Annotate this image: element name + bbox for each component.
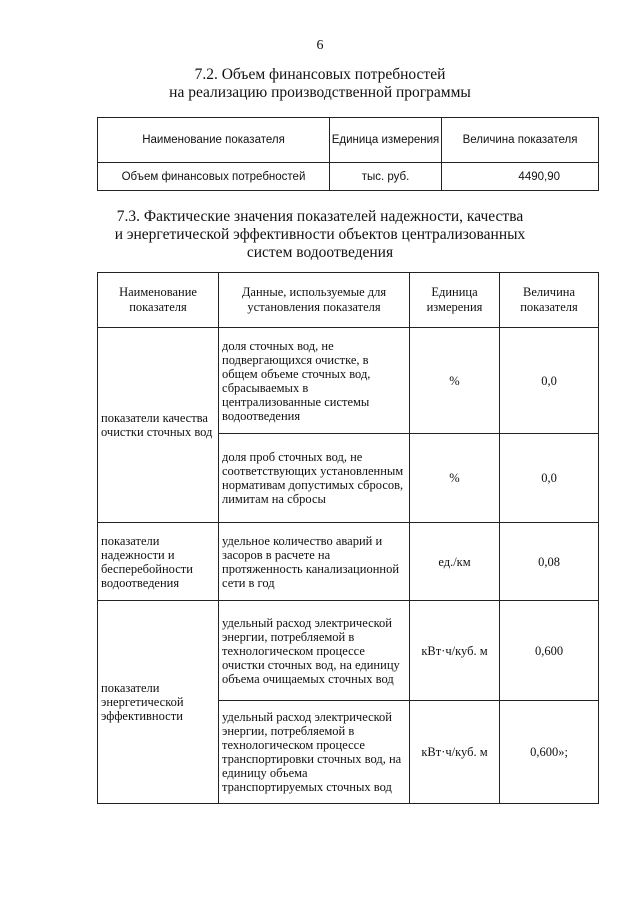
group-name-quality: показатели качества очистки сточных вод: [98, 328, 219, 523]
row-value: 0,600: [500, 601, 599, 701]
row-description: доля сточных вод, не подвергающихся очистке, в общем объеме сточных вод, сбрасываемых в централизованные системы водоотведения: [219, 328, 410, 434]
row-description: доля проб сточных вод, не соответствующих установленным нормативам допустимых сбросов, лимитам на сбросы: [219, 434, 410, 523]
table-header-row: [98, 273, 599, 328]
header-indicator-name: Наименование показателя: [98, 118, 330, 163]
section-7-2-title-line-2: на реализацию производственной программы: [169, 84, 471, 101]
section-7-3-title: [0, 208, 640, 262]
page-number: 6: [316, 38, 324, 53]
row-unit: ед./км: [410, 523, 500, 601]
table-row: [98, 523, 599, 601]
row-value: 0,600»;: [500, 701, 599, 804]
header-value: Величина показателя: [500, 273, 599, 328]
table-row: [98, 328, 599, 434]
table-header-row: [98, 118, 599, 163]
group-name-reliability: показатели надежности и бесперебойности водоотведения: [98, 523, 219, 601]
row-unit: кВт·ч/куб. м: [410, 701, 500, 804]
header-unit: Единица измерения: [410, 273, 500, 328]
row-description: удельный расход электрической энергии, потребляемой в технологическом процессе транспортировки сточных вод, на единицу объема транспортируемых сточных вод: [219, 701, 410, 804]
row-unit: %: [410, 434, 500, 523]
row-value: 0,08: [500, 523, 599, 601]
section-7-2-title-line-1: 7.2. Объем финансовых потребностей: [194, 66, 446, 83]
financial-needs-table: [97, 117, 599, 191]
header-data-used: Данные, используемые для установления показателя: [219, 273, 410, 328]
table-row: [98, 601, 599, 701]
header-unit: Единица измерения: [330, 118, 442, 163]
section-7-2-title: [0, 66, 640, 102]
cell-value: 4490,90: [442, 163, 599, 191]
header-indicator-name: Наименование показателя: [98, 273, 219, 328]
section-7-3-title-line-2: и энергетической эффективности объектов централизованных: [114, 226, 526, 243]
reliability-quality-efficiency-table: [97, 272, 599, 804]
row-description: удельное количество аварий и засоров в расчете на протяженность канализационной сети в год: [219, 523, 410, 601]
group-name-energy-efficiency: показатели энергетической эффективности: [98, 601, 219, 804]
header-value: Величина показателя: [442, 118, 599, 163]
row-value: 0,0: [500, 328, 599, 434]
cell-unit: тыс. руб.: [330, 163, 442, 191]
table-row: [98, 163, 599, 191]
row-unit: %: [410, 328, 500, 434]
section-7-3-title-line-1: 7.3. Фактические значения показателей надежности, качества: [116, 208, 524, 225]
cell-indicator-name: Объем финансовых потребностей: [98, 163, 330, 191]
row-description: удельный расход электрической энергии, потребляемой в технологическом процессе очистки сточных вод, на единицу объема очищаемых сточных вод: [219, 601, 410, 701]
row-value: 0,0: [500, 434, 599, 523]
row-unit: кВт·ч/куб. м: [410, 601, 500, 701]
section-7-3-title-line-3: систем водоотведения: [246, 244, 394, 261]
